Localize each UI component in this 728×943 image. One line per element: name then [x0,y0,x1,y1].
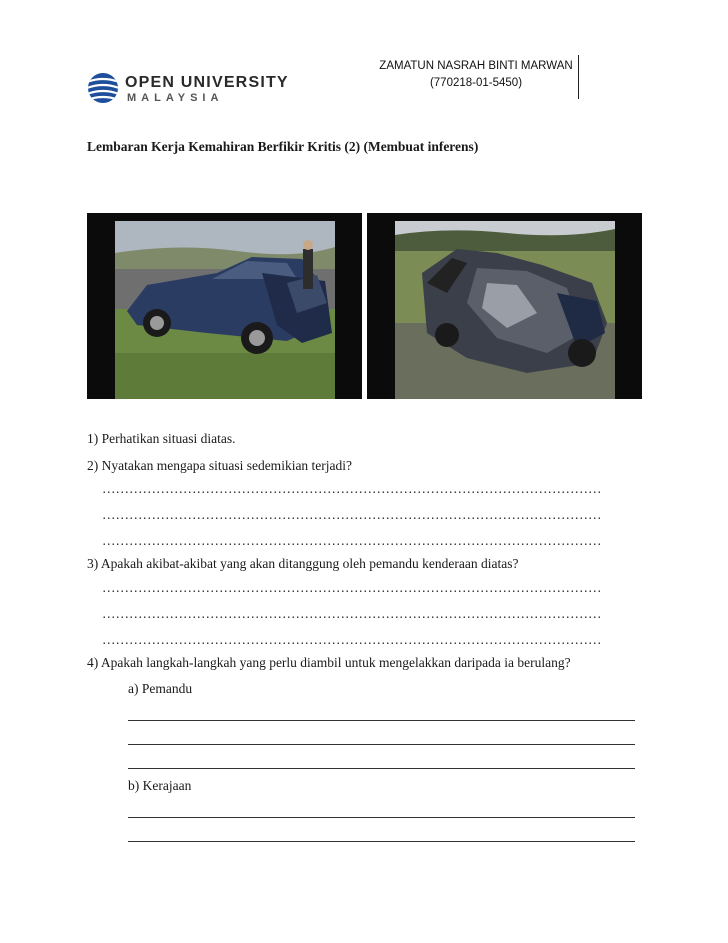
car-crash-photo-left [87,213,362,399]
oum-logo [87,72,317,104]
answer-line[interactable]: ………………………………………………………………………………………………… [102,507,602,522]
answer-underline[interactable] [128,841,635,842]
worksheet-title: Lembaran Kerja Kemahiran Berfikir Kritis (2) (Membuat inferens) [87,139,479,154]
answer-underline[interactable] [128,744,635,745]
sub-question-b: b) Kerajaan [128,778,192,793]
answer-line[interactable]: ………………………………………………………………………………………………… [102,632,602,647]
logo-line2: MALAYSIA [127,92,224,104]
answer-underline[interactable] [128,720,635,721]
student-info [360,58,592,92]
question-3: 3) Apakah akibat-akibat yang akan ditanggung oleh pemandu kenderaan diatas? [87,556,519,571]
logo-line1: OPEN UNIVERSITY [125,74,289,91]
question-2: 2) Nyatakan mengapa situasi sedemikian terjadi? [87,458,353,473]
answer-line[interactable]: ………………………………………………………………………………………………… [102,533,602,548]
sub-question-a: a) Pemandu [128,681,193,696]
student-name: ZAMATUN NASRAH BINTI MARWAN [379,60,573,72]
header-divider [578,55,579,99]
answer-line[interactable]: ………………………………………………………………………………………………… [102,580,602,595]
answer-line[interactable]: ………………………………………………………………………………………………… [102,481,602,496]
car-crash-photo-right [367,213,642,399]
question-4: 4) Apakah langkah-langkah yang perlu diambil untuk mengelakkan daripada ia berulang? [87,655,571,670]
answer-line[interactable]: ………………………………………………………………………………………………… [102,606,602,621]
oum-logo-icon [87,72,317,104]
answer-underline[interactable] [128,768,635,769]
question-1: 1) Perhatikan situasi diatas. [87,431,236,446]
answer-underline[interactable] [128,817,635,818]
student-id: (770218-01-5450) [429,77,523,89]
